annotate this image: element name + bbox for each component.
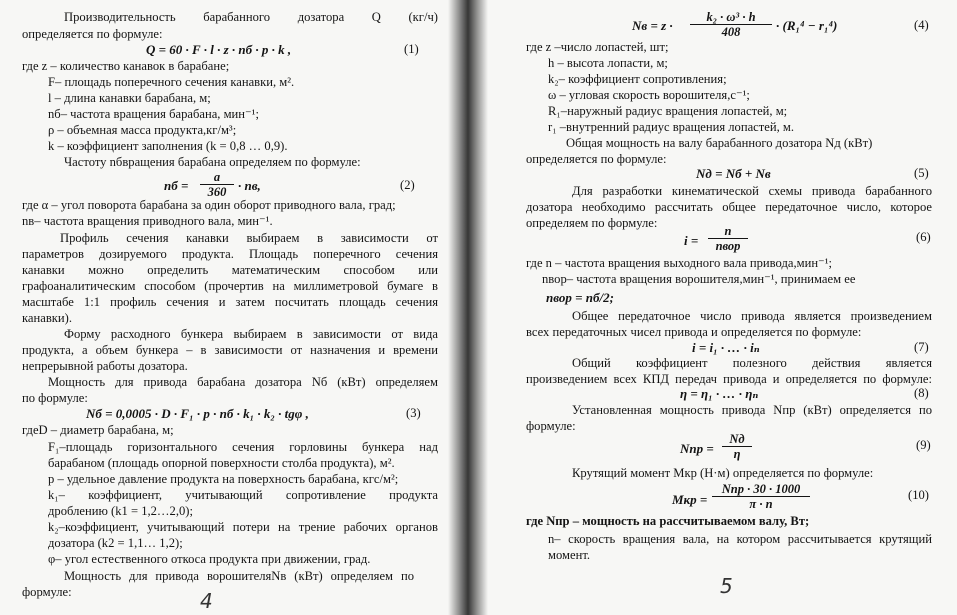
formula-6-fraction — [708, 224, 748, 253]
formula-6-lhs: i = — [684, 233, 699, 248]
text-line: Общая мощность на валу барабанного дозатора Nд (кВт) — [566, 136, 873, 150]
left-page — [0, 0, 452, 615]
text-line: где z – количество канавок в барабане; — [22, 59, 230, 73]
text-line: Установленная мощность привода Nпр (кВт) определяется по — [572, 403, 932, 417]
formula-10-fraction — [712, 482, 810, 511]
formula-number: (1) — [404, 42, 419, 56]
text-line: определяем по формуле: — [526, 216, 658, 230]
text-line: k₂– коэффициент сопротивления; — [548, 72, 727, 86]
text-line: F– площадь поперечного сечения канавки, м². — [48, 75, 295, 89]
numerator: Nпр · 30 · 1000 — [712, 482, 810, 497]
text-line: где z –число лопастей, шт; — [526, 40, 669, 54]
formula-4-fraction — [690, 10, 772, 39]
text-line: гдеD – диаметр барабана, м; — [22, 423, 174, 437]
page-number: 5 — [720, 574, 733, 598]
text-line: nвор– частота вращения ворошителя,мин⁻¹, принимаем ее — [542, 272, 856, 286]
text-line: дозатора необходимо рассчитать общее передаточное число, которое — [526, 200, 932, 214]
text-line: p – удельное давление продукта на поверхность барабана, кгс/м²; — [48, 472, 399, 486]
text-line: где Nпр – мощность на рассчитываемом валу, Вт; — [526, 514, 810, 528]
text-line: параметров дозируемого продукта. Площадь поперечного сечения — [22, 247, 438, 261]
text-line: барабаном (площадь опорной поверхности столба продукта), м². — [48, 456, 395, 470]
denominator: nвор — [715, 239, 741, 253]
text-line: Частоту nбвращения барабана определяем по формуле: — [64, 155, 361, 169]
denominator: 408 — [721, 25, 741, 39]
formula-1: Q = 60 · F · l · z · nб · p · k , — [146, 42, 292, 57]
text-line: ρ – объемная масса продукта,кг/м³; — [48, 123, 237, 137]
text-line: l – длина канавки барабана, м; — [48, 91, 211, 105]
formula-number: (10) — [908, 488, 929, 502]
text-line: Форму расходного бункера выбираем в зависимости от вида — [64, 327, 438, 341]
formula-3: Nб = 0,0005 · D · F₁ · p · nб · k₁ · k₂ · tgφ , — [86, 406, 309, 421]
text-line: продукта, а объем бункера – в зависимости от назначения и времени — [22, 343, 438, 357]
formula-7: i = i₁ · … · iₙ — [692, 340, 760, 355]
formula-9-fraction — [722, 432, 752, 461]
text-line: k – коэффициент заполнения (k = 0,8 … 0,9). — [48, 139, 288, 153]
text-line: k₁– коэффициент, учитывающий сопротивление продукта — [48, 488, 438, 502]
formula-number: (6) — [916, 230, 931, 244]
numerator: n — [708, 224, 748, 239]
formula-5: Nд = Nб + Nв — [696, 166, 771, 181]
text-line: h – высота лопасти, м; — [548, 56, 668, 70]
text-line: Производительность барабанного дозатора Q (кг/ч) — [64, 10, 438, 24]
formula-10-lhs: Mкр = — [672, 492, 708, 507]
text-line: n– скорость вращения вала, на котором рассчитывается крутящий — [548, 532, 932, 546]
text-line: дозатора (k2 = 1,1… 1,2); — [48, 536, 183, 550]
formula-4-lhs: Nв = z · — [632, 18, 673, 33]
text-line: графоаналитическим способом (прочертив на миллиметровой бумаге в — [22, 279, 438, 293]
formula-2-lhs: nб = — [164, 178, 189, 193]
text-line: всех передаточных чисел привода и определяется по формуле: — [526, 325, 862, 339]
formula-number: (5) — [914, 166, 929, 180]
text-line: определяется по формуле: — [526, 152, 667, 166]
text-line: момент. — [548, 548, 591, 562]
text-line: по формуле: — [22, 391, 88, 405]
text-line: nб– частота вращения барабана, мин⁻¹; — [48, 107, 259, 121]
text-line: канавки). — [22, 311, 72, 325]
book-gutter — [448, 0, 488, 615]
text-line: где α – угол поворота барабана за один оборот приводного вала, град; — [22, 198, 396, 212]
text-line: формуле: — [22, 585, 72, 599]
formula-9-lhs: Nпр = — [680, 441, 714, 456]
text-line: r₁ –внутренний радиус вращения лопастей, м. — [548, 120, 795, 134]
text-line: Профиль сечения канавки выбираем в зависимости от — [60, 231, 438, 245]
formula-2-rhs: · nв, — [238, 178, 261, 193]
text-line: R₁–наружный радиус вращения лопастей, м; — [548, 104, 788, 118]
formula-6b: nвор = nб/2; — [546, 290, 614, 305]
text-line: φ– угол естественного откоса продукта при движении, град. — [48, 552, 371, 566]
numerator: a — [200, 170, 234, 185]
formula-number: (2) — [400, 178, 415, 192]
text-line: определяется по формуле: — [22, 27, 163, 41]
text-line: дроблению (k1 = 1,2…2,0); — [48, 504, 193, 518]
text-line: k₂–коэффициент, учитывающий потери на трение рабочих органов — [48, 520, 438, 534]
formula-number: (8) — [914, 386, 929, 400]
text-line: где n – частота вращения выходного вала привода,мин⁻¹; — [526, 256, 832, 270]
formula-4-rhs: · (R₁⁴ − r₁⁴) — [776, 18, 838, 33]
text-line: Общее передаточное число привода является произведением — [572, 309, 932, 323]
page-number: 4 — [200, 589, 213, 613]
text-line: канавки можно определить математическим способом или — [22, 263, 438, 277]
denominator: η — [733, 447, 741, 461]
text-line: масштабе 1:1 профиль сечения и затем посчитать площадь сечения — [22, 295, 438, 309]
text-line: Мощность для привода ворошителяNв (кВт) определяем по — [64, 569, 414, 583]
text-line: Общий коэффициент полезного действия является — [572, 356, 932, 370]
formula-number: (3) — [406, 406, 421, 420]
formula-number: (9) — [916, 438, 931, 452]
text-line: Для разработки кинематической схемы привода барабанного — [572, 184, 932, 198]
formula-2-fraction — [200, 170, 234, 199]
text-line: ω – угловая скорость ворошителя,с⁻¹; — [548, 88, 750, 102]
denominator: π · n — [749, 497, 773, 511]
text-line: непрерывной работы дозатора. — [22, 359, 188, 373]
right-page — [486, 0, 957, 615]
denominator: 360 — [207, 185, 227, 199]
numerator: Nд — [722, 432, 752, 447]
text-line: F₁–площадь горизонтального сечения горловины бункера над — [48, 440, 438, 454]
formula-8: η = η₁ · … · ηₙ — [680, 386, 759, 401]
text-line: Крутящий момент Mкр (Н·м) определяется по формуле: — [572, 466, 874, 480]
text-line: Мощность для привода барабана дозатора Nб (кВт) определяем — [48, 375, 438, 389]
text-line: произведением всех КПД передач привода и определяется по формуле: — [526, 372, 932, 386]
text-line: формуле: — [526, 419, 576, 433]
formula-number: (4) — [914, 18, 929, 32]
numerator: k₂ · ω³ · h — [690, 10, 772, 25]
text-line: nв– частота вращения приводного вала, мин⁻¹. — [22, 214, 273, 228]
formula-number: (7) — [914, 340, 929, 354]
